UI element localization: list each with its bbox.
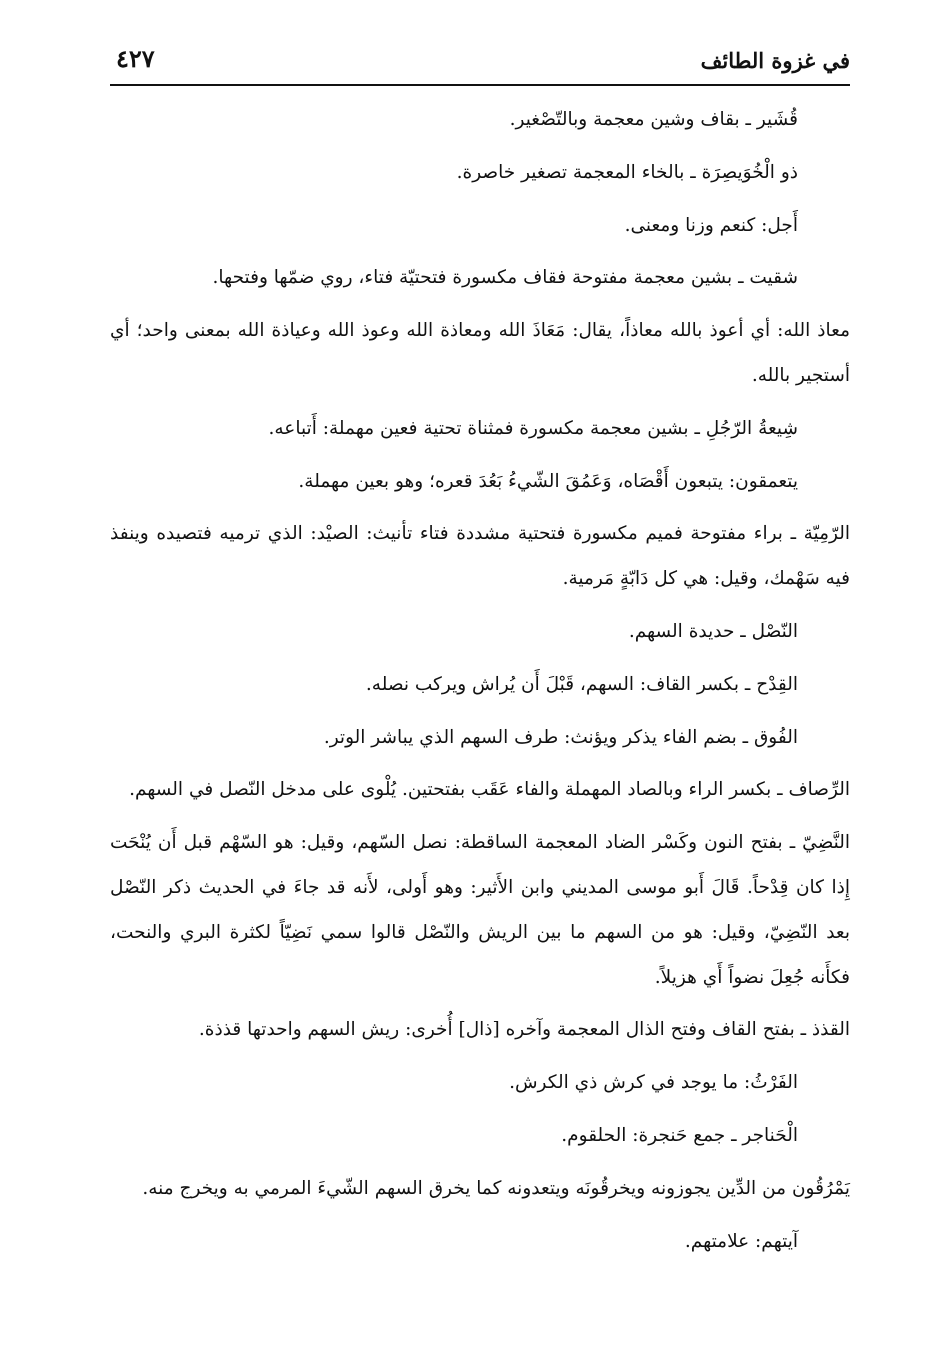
glossary-entry: قُشَير ـ بقاف وشين معجمة وبالتّصْغير. xyxy=(509,109,798,130)
glossary-entry: يتعمقون: يتبعون أَقْصَاه، وَعَمُقَ الشّيءُ بَعُدَ قعره؛ وهو بعين مهملة. xyxy=(298,470,798,492)
page-number: ٤٢٧ xyxy=(116,44,155,73)
glossary-entry: آيتهم: علامتهم. xyxy=(684,1230,798,1252)
glossary-entry: الفَرْثُ: ما يوجد في كرش ذي الكرش. xyxy=(509,1072,798,1094)
glossary-entry: شِيعةُ الرّجُلِ ـ بشين معجمة مكسورة فمثناة تحتية فعين مهملة: أَتباعه. xyxy=(268,417,798,439)
glossary-entry: يَمْرُقُون من الدِّين يجوزونه ويخرقُونَه ويتعدونه كما يخرق السهم الشّيءَ المرمي به ويخرج منه. xyxy=(142,1177,850,1199)
glossary-entry: القِدْح ـ بكسر القاف: السهم، قَبْلَ أَن يُراش ويركب نصله. xyxy=(365,673,798,695)
page-header xyxy=(110,40,850,86)
running-title: في غزوة الطائف xyxy=(700,48,850,73)
glossary-entry: ذو الْخُوَيصِرَة ـ بالخاء المعجمة تصغير خاصرة. xyxy=(456,161,798,183)
glossary-entry: معاذ الله: أي أعوذ بالله معاذاً، يقال: مَعَاذَ الله ومعاذة الله وعوذ الله وعياذة الله بمعنى واحد؛ أي أستجير بالله. xyxy=(110,320,850,386)
glossary-entry: الفُوق ـ بضم الفاء يذكر ويؤنث: طرف السهم الذي يباشر الوتر. xyxy=(323,726,798,748)
glossary-entry: النَّضِيّ ـ بفتح النون وكَسْر الضاد المعجمة الساقطة: نصل السّهم، وقيل: هو السّهْم قبل أَن يُنْحَت إِذا كان قِدْحاً. قَالَ أَبو موسى المديني وابن الأَثير: وهو أَولى، لأَنه قد جاءَ في الحديث ذكر النّصْل بعد النّضِيّ، وقيل: هو من السهم ما بين الريش والنّصْل قالوا سمي نَضِيّاً لكثرة البري والنحت، فكأَنه جُعِلَ نضواً أَي هزيلاً. xyxy=(110,832,850,988)
glossary-entry: الرّمِيّة ـ براء مفتوحة فميم مكسورة فتحتية مشددة فتاء تأنيث: الصيْد: الذي ترميه فتصيده وينفذ فيه سَهْمك، وقيل: هي كل دَابّةٍ مَرمية. xyxy=(110,523,850,590)
glossary-entry: الْحَناجر ـ جمع حَنجرة: الحلقوم. xyxy=(561,1124,798,1146)
glossary-entry: القذذ ـ بفتح القاف وفتح الذال المعجمة وآخره [ذال] أُخرى: ريش السهم واحدتها قذذة. xyxy=(198,1019,850,1041)
glossary-body xyxy=(110,98,850,1272)
glossary-entry: شقيت ـ بشين معجمة مفتوحة فقاف مكسورة فتحتيّة فتاء، روي ضمّها وفتحها. xyxy=(212,267,798,289)
glossary-entry: النّصْل ـ حديدة السهم. xyxy=(628,620,798,642)
glossary-entry: الرِّصاف ـ بكسر الراء وبالصاد المهملة والفاء عَقَب بفتحتين. يُلْوى على مدخل النّصل في السهم. xyxy=(129,779,850,801)
glossary-entry: أَجل: كنعم وزنا ومعنى. xyxy=(624,214,798,236)
